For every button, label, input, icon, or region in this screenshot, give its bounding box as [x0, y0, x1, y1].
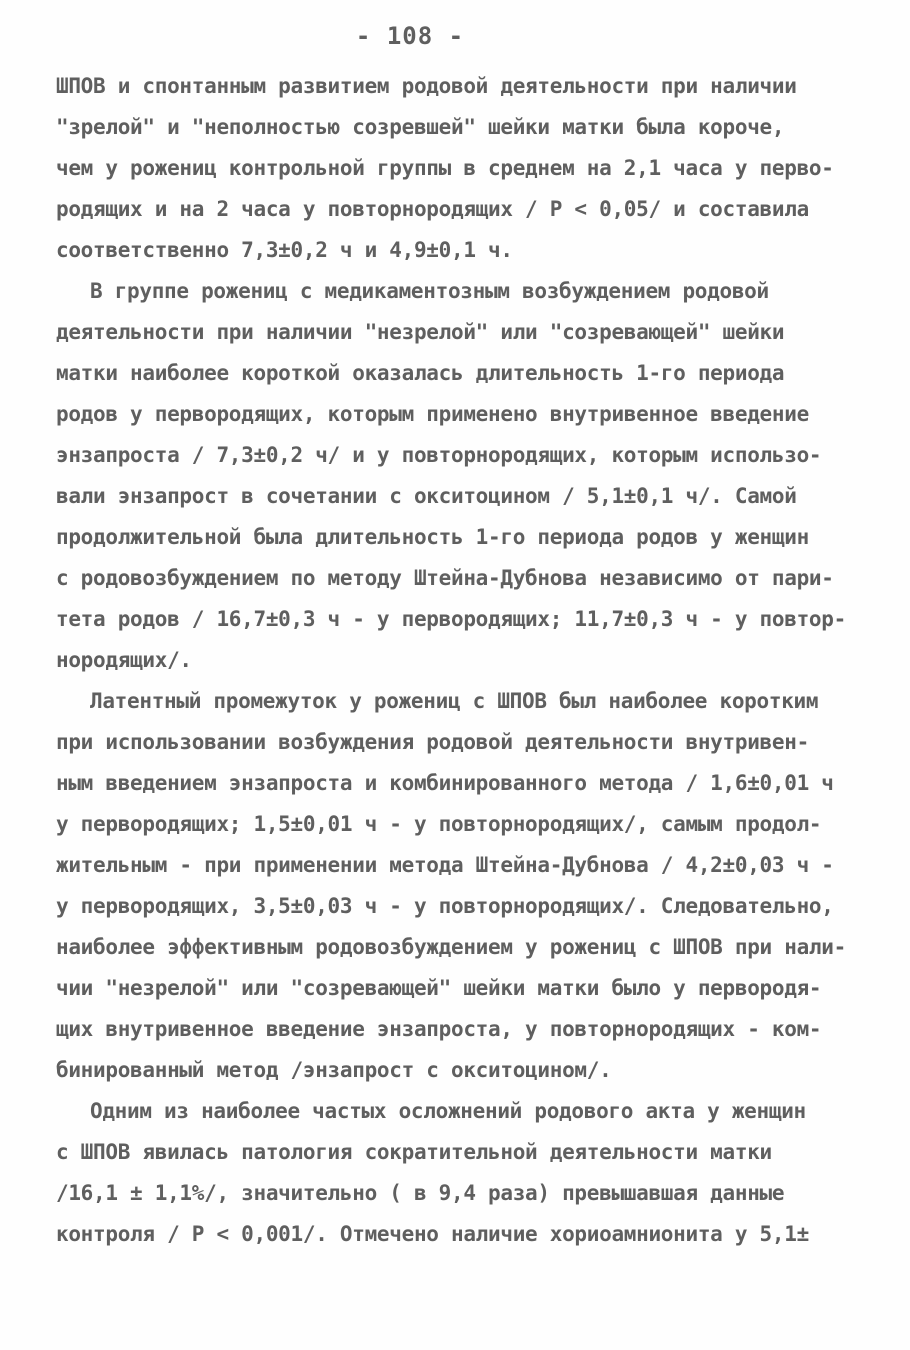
text-line: у первородящих, 3,5±0,03 ч - у повторнородящих/. Следовательно, [56, 894, 834, 918]
text-line: с ШПОВ явилась патология сократительной деятельности матки [56, 1140, 772, 1164]
text-line: энзапроста / 7,3±0,2 ч/ и у повторнородящих, которым использо- [56, 443, 822, 467]
text-line: матки наиболее короткой оказалась длительность 1-го периода [56, 361, 785, 385]
text-line: родов у первородящих, которым применено внутривенное введение [56, 402, 809, 426]
text-line: ШПОВ и спонтанным развитием родовой деятельности при наличии [56, 74, 797, 98]
text-line: Одним из наиболее частых осложнений родового акта у женщин [90, 1099, 806, 1123]
text-line: наиболее эффективным родовозбуждением у рожениц с ШПОВ при нали- [56, 935, 846, 959]
text-line: контроля / P < 0,001/. Отмечено наличие хориоамнионита у 5,1± [56, 1222, 809, 1246]
text-line: вали энзапрост в сочетании с окситоцином / 5,1±0,1 ч/. Самой [56, 484, 797, 508]
text-line: щих внутривенное введение энзапроста, у повторнородящих - ком- [56, 1017, 822, 1041]
text-line: /16,1 ± 1,1%/, значительно ( в 9,4 раза) превышавшая данные [56, 1181, 785, 1205]
text-line: при использовании возбуждения родовой деятельности внутривен- [56, 730, 809, 754]
text-line: Латентный промежуток у рожениц с ШПОВ был наиболее коротким [90, 689, 819, 713]
text-line: бинированный метод /энзапрост с окситоцином/. [56, 1058, 612, 1082]
text-line: жительным - при применении метода Штейна-Дубнова / 4,2±0,03 ч - [56, 853, 834, 877]
text-line: чии "незрелой" или "созревающей" шейки матки было у первородя- [56, 976, 822, 1000]
text-line: деятельности при наличии "незрелой" или "созревающей" шейки [56, 320, 785, 344]
page-number: - 108 - [355, 22, 465, 50]
text-line: чем у рожениц контрольной группы в среднем на 2,1 часа у перво- [56, 156, 834, 180]
text-line: В группе рожениц с медикаментозным возбуждением родовой [90, 279, 769, 303]
text-line: "зрелой" и "неполностью созревшей" шейки матки была короче, [56, 115, 785, 139]
text-line: у первородящих; 1,5±0,01 ч - у повторнородящих/, самым продол- [56, 812, 822, 836]
text-line: нородящих/. [56, 648, 192, 672]
text-line: продолжительной была длительность 1-го периода родов у женщин [56, 525, 809, 549]
text-line: тета родов / 16,7±0,3 ч - у первородящих; 11,7±0,3 ч - у повтор- [56, 607, 846, 631]
text-line: с родовозбуждением по методу Штейна-Дубнова независимо от пари- [56, 566, 834, 590]
body-text [56, 66, 866, 1255]
text-line: ным введением энзапроста и комбинированного метода / 1,6±0,01 ч [56, 771, 834, 795]
text-line: родящих и на 2 часа у повторнородящих / P < 0,05/ и составила [56, 197, 809, 221]
text-line: соответственно 7,3±0,2 ч и 4,9±0,1 ч. [56, 238, 513, 262]
